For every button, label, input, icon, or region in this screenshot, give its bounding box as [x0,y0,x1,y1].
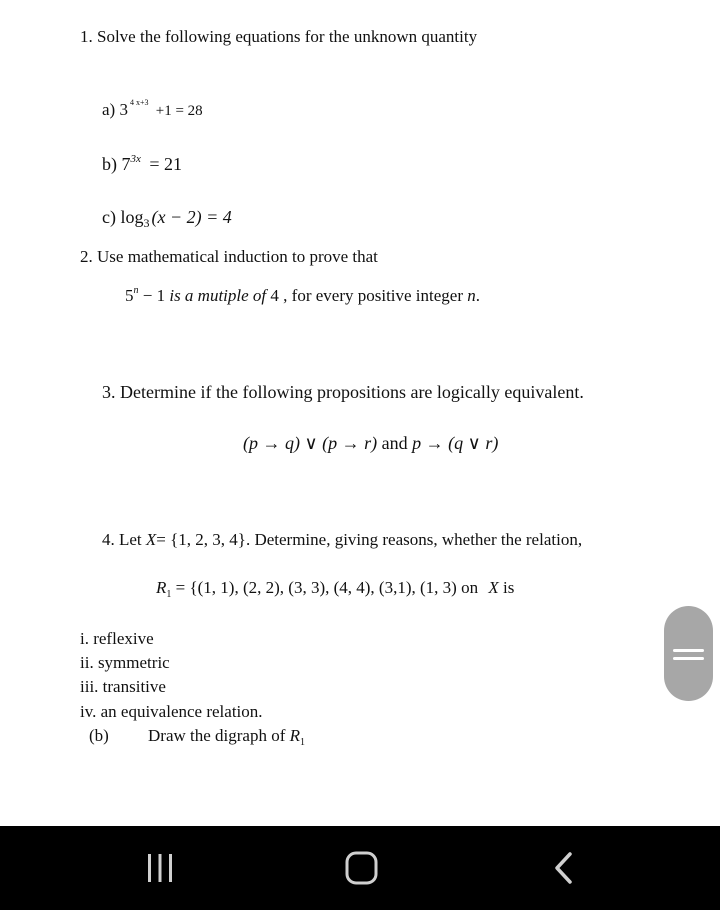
q2-end: . [475,286,481,305]
q1c-label: c) log [102,207,144,227]
q4-rel-name: R [156,578,167,597]
q1-title: 1. Solve the following equations for the unknown quantity [80,27,478,46]
q1a-equation [102,100,203,120]
q4-rel-is: is [498,578,515,597]
q1c-equation [102,207,232,228]
q2-expr: − 1 [138,286,170,305]
q4-title-a: 4. Let [102,530,146,549]
q4-item-4: iv. an equivalence relation. [80,702,263,721]
q1a-exponent: 4 x+3 [129,98,149,107]
q1c-base: 3 [143,216,150,230]
q3-and: and [377,433,413,453]
q4b-label: (b) [89,726,109,745]
recent-apps-icon [105,826,215,910]
q3-title: 3. Determine if the following propositions are logically equivalent. [102,382,584,402]
q1b-equation [102,154,182,175]
q2-var: n [467,286,476,305]
q4-item-3: iii. transitive [80,677,166,696]
q4b-text-main: Draw the digraph of [148,726,290,745]
navigation-bar [0,826,720,910]
q2-exponent: n [133,285,139,296]
q3-right: p → (q ∨ r) [412,433,499,453]
q1b-label: b) 7 [102,154,131,174]
q1a-rest: +1 = 28 [155,103,203,119]
q1b-exponent: 3x [130,153,141,165]
back-button[interactable] [508,826,618,910]
q4-title-b: = {1, 2, 3, 4}. Determine, giving reasons, whether the relation, [156,530,583,549]
recent-apps-button[interactable] [105,826,215,910]
q2-num: 4 [266,286,279,305]
scroll-handle-bar-top [673,649,704,652]
q2-italic: is a mutiple of [169,286,267,305]
q1a-label: a) 3 [102,100,128,119]
q4b-text [148,726,305,746]
q3-left: (p → q) ∨ (p → r) [243,433,378,453]
back-icon [508,826,618,910]
q4b-r: R [289,726,301,745]
q4b-sub: 1 [300,737,306,748]
q4-rel-x: X [488,578,499,597]
q4-title-x: X [145,530,157,549]
q4-item-2: ii. symmetric [80,653,170,672]
q4-relation [156,578,514,598]
scroll-handle-bar-bottom [673,657,704,660]
q2-tail: , for every positive integer [278,286,468,305]
q1c-rest: (x − 2) = 4 [151,207,232,227]
home-button[interactable] [306,826,416,910]
q1b-rest: = 21 [149,154,183,174]
q2-title: 2. Use mathematical induction to prove that [80,247,378,266]
q2-base: 5 [125,286,134,305]
q4-rel-sub: 1 [166,589,172,600]
q4-rel-set: = {(1, 1), (2, 2), (3, 3), (4, 4), (3,1), (1, 3) on [171,578,483,597]
q4-title [102,530,582,550]
scroll-handle[interactable] [664,606,713,701]
q4-item-1: i. reflexive [80,629,154,648]
home-icon [306,826,416,910]
q3-propositions [243,433,498,454]
q2-statement [125,286,480,306]
